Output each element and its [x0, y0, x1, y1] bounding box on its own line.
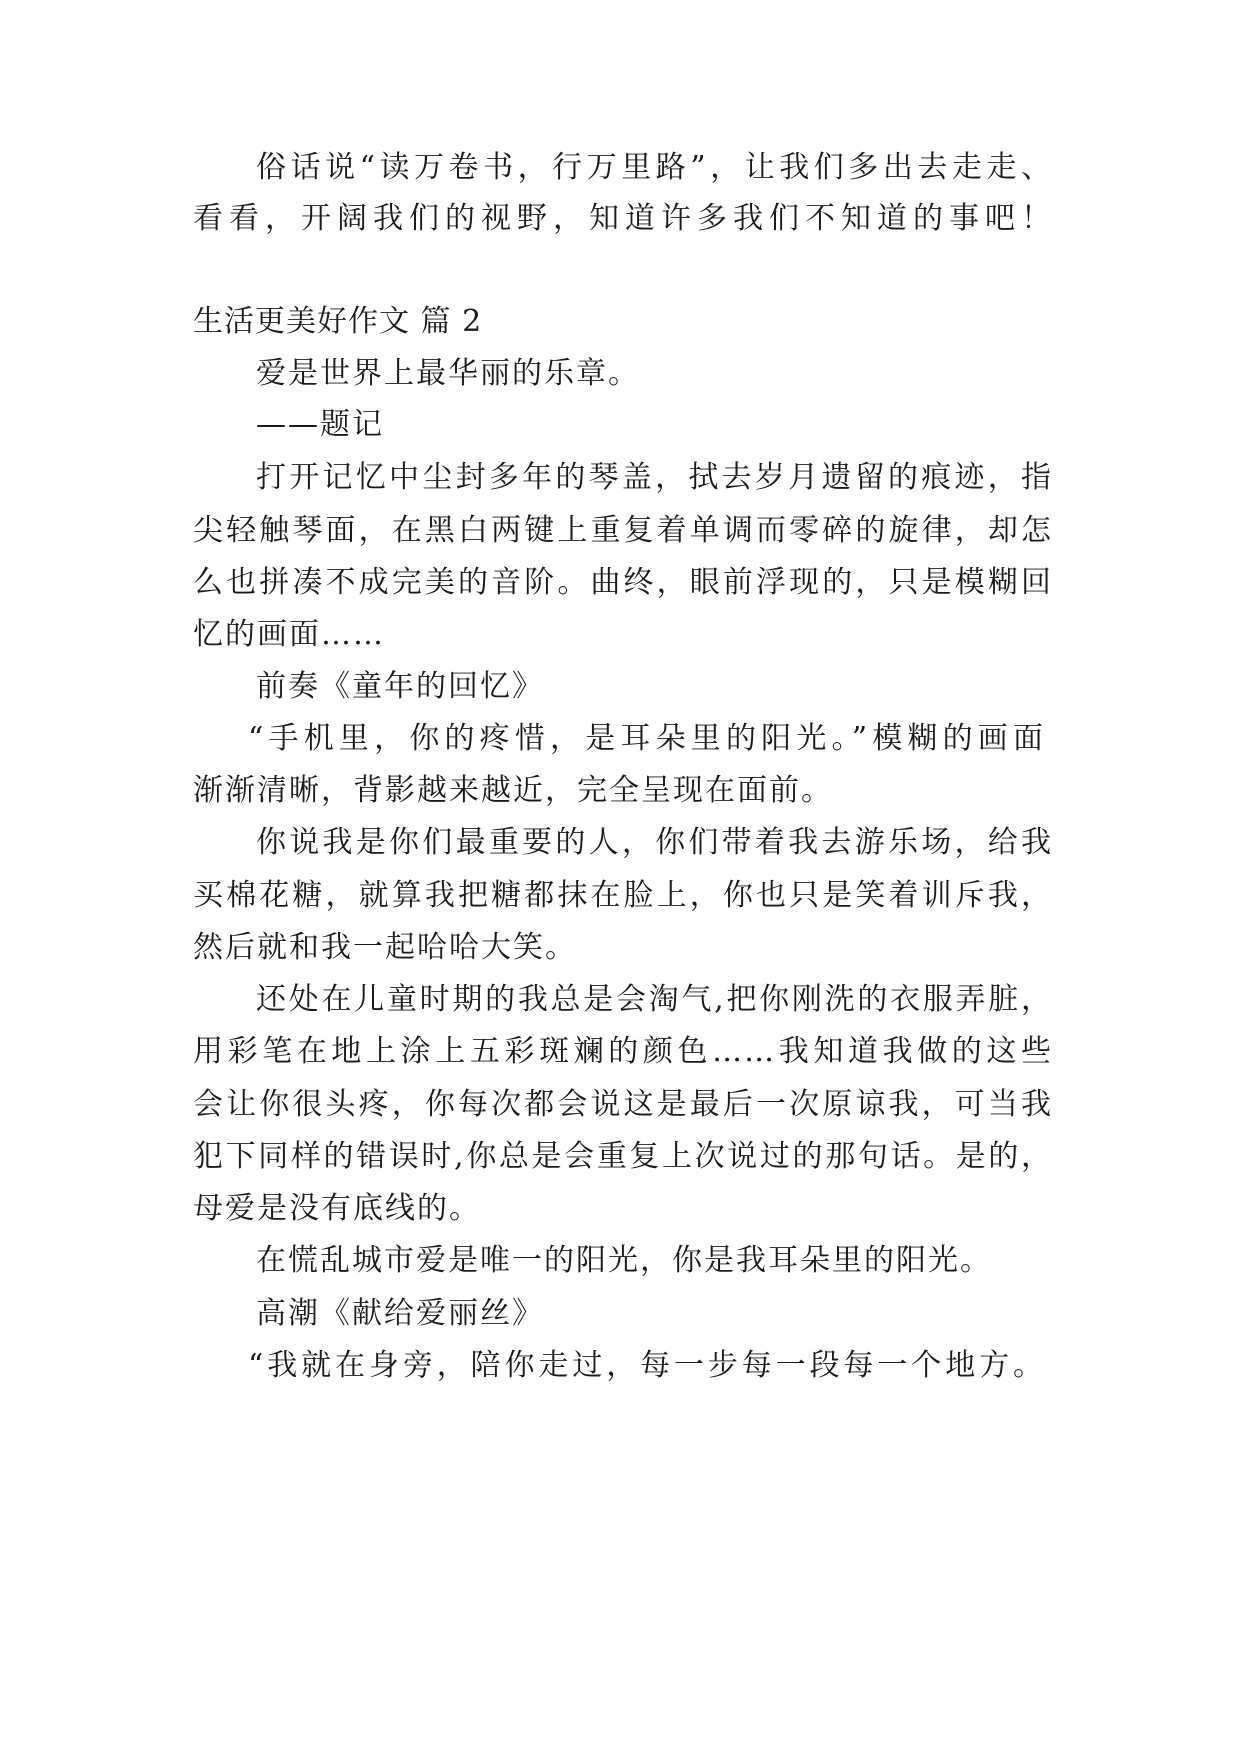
paragraph-2-line-1: 打开记忆中尘封多年的琴盖，拭去岁月遗留的痕迹，指	[256, 460, 1053, 495]
paragraph-4-line-3: 然后就和我一起哈哈大笑。	[193, 930, 577, 965]
paragraph-2-line-4: 忆的画面……	[193, 617, 385, 652]
paragraph-4-line-2: 买棉花糖，就算我把糖都抹在脸上，你也只是笑着训斥我，	[193, 878, 1053, 913]
section-heading: 生活更美好作文 篇 2	[193, 304, 483, 339]
epigraph-attribution: ——题记	[256, 407, 384, 442]
paragraph-3-line-1: “手机里，你的疼惜，是耳朵里的阳光。”模糊的画面	[248, 721, 1045, 756]
paragraph-2-line-2: 尖轻触琴面，在黑白两键上重复着单调而零碎的旋律，却怎	[193, 513, 1053, 548]
paragraph-4-line-1: 你说我是你们最重要的人，你们带着我去游乐场，给我	[256, 825, 1053, 860]
paragraph-5-line-1: 还处在儿童时期的我总是会淘气,把你刚洗的衣服弄脏，	[256, 982, 1053, 1017]
paragraph-6-line-1: 在慌乱城市爱是唯一的阳光，你是我耳朵里的阳光。	[256, 1243, 992, 1278]
subheading-prelude: 前奏《童年的回忆》	[256, 669, 544, 704]
epigraph-quote: 爱是世界上最华丽的乐章。	[256, 356, 640, 391]
paragraph-5-line-3: 会让你很头疼，你每次都会说这是最后一次原谅我，可当我	[193, 1087, 1053, 1122]
paragraph-3-line-2: 渐渐清晰，背影越来越近，完全呈现在面前。	[193, 773, 833, 808]
subheading-climax: 高潮《献给爱丽丝》	[256, 1296, 544, 1331]
paragraph-5-line-2: 用彩笔在地上涂上五彩斑斓的颜色……我知道我做的这些	[193, 1034, 1053, 1069]
paragraph-5-line-5: 母爱是没有底线的。	[193, 1191, 481, 1226]
paragraph-2-line-3: 么也拼凑不成完美的音阶。曲终，眼前浮现的，只是模糊回	[193, 565, 1053, 600]
paragraph-1-line-1: 俗话说“读万卷书，行万里路”，让我们多出去走走、	[256, 150, 1053, 185]
paragraph-5-line-4: 犯下同样的错误时,你总是会重复上次说过的那句话。是的，	[193, 1139, 1053, 1174]
paragraph-1-line-2: 看看，开阔我们的视野，知道许多我们不知道的事吧！	[193, 201, 1053, 236]
paragraph-7-line-1: “我就在身旁，陪你走过，每一步每一段每一个地方。	[248, 1348, 1045, 1383]
